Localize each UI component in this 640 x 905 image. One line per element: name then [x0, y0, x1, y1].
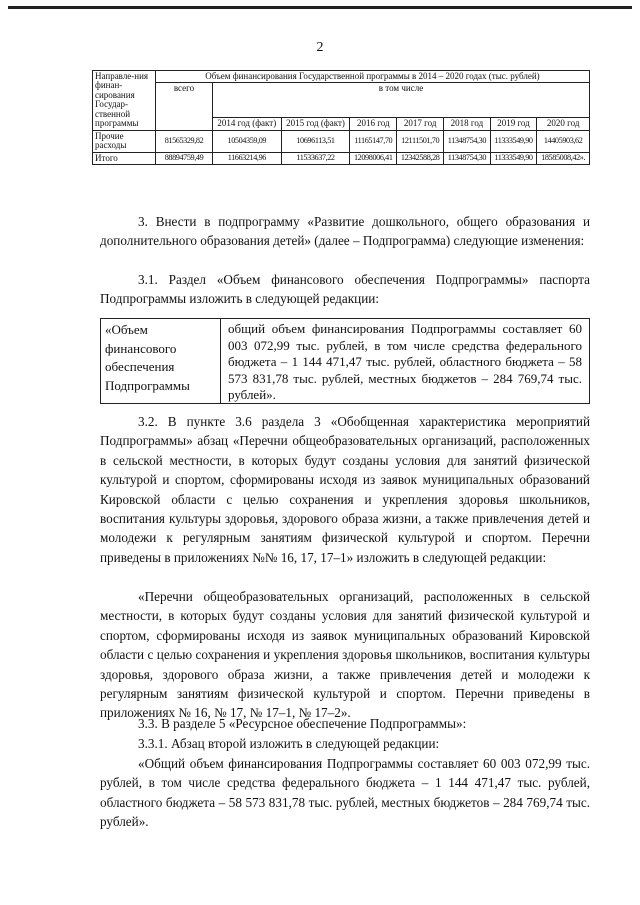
paragraph-3: 3. Внести в подпрограмму «Развитие дошкольного, общего образования и дополнительного образования детей» (далее – Подпрограмма) следующие изменения:: [100, 214, 590, 249]
cell: 12098006,41: [350, 152, 397, 164]
financing-box: [100, 318, 590, 404]
year-header: 2018 год: [444, 118, 491, 130]
row-label: Прочие расходы: [93, 130, 156, 152]
cell: 14405903,62: [537, 130, 590, 152]
page-number: 2: [316, 40, 324, 55]
cell: 11663214,96: [213, 152, 282, 164]
cell: 12111501,70: [397, 130, 444, 152]
row-label: Итого: [93, 152, 156, 164]
header-direction: Направле-ния финан-сирования Государ-ственной программы: [93, 71, 156, 131]
cell: 11348754,30: [444, 152, 491, 164]
year-header: 2020 год: [537, 118, 590, 130]
cell: 88894759,49: [156, 152, 213, 164]
cell: 10504359,09: [213, 130, 282, 152]
year-header: 2016 год: [350, 118, 397, 130]
paragraph-3-2: 3.2. В пункте 3.6 раздела 3 «Обобщенная характеристика мероприятий Подпрограммы» абзац «Перечни общеобразовательных организаций, расположенных в сельской местности, в которых будут созданы условия для занятий физической культурой и спортом, сформированы исходя из заявок муниципальных образований Кировской области с целью сохранения и укрепления здоровья школьников, воспитания культуры здоровья, здорового образа жизни, а также привлечения детей и молодежи к регулярным занятиям физической культурой и спортом. Перечни приведены в приложениях №№ 16, 17, 17–1» изложить в следующей редакции:: [100, 414, 590, 565]
financing-table: [92, 70, 590, 165]
year-header: 2019 год: [490, 118, 537, 130]
cell: 18585008,42».: [537, 152, 590, 164]
cell: 11348754,30: [444, 130, 491, 152]
table-row: [93, 152, 590, 164]
cell: 12342588,28: [397, 152, 444, 164]
cell: 81565329,82: [156, 130, 213, 152]
cell: 11165147,70: [350, 130, 397, 152]
cell: 11333549,90: [490, 130, 537, 152]
paragraph-3-1: 3.1. Раздел «Объем финансового обеспечения Подпрограммы» паспорта Подпрограммы изложить в следующей редакции:: [100, 272, 590, 307]
year-header: 2014 год (факт): [213, 118, 282, 130]
financing-box-label: «Объем финансового обеспечения Подпрограммы: [101, 319, 221, 403]
cell: 11333549,90: [490, 152, 537, 164]
header-including: в том числе: [213, 83, 590, 118]
paragraph-3-3-1: 3.3.1. Абзац второй изложить в следующей редакции:: [138, 736, 440, 751]
year-header: 2015 год (факт): [281, 118, 350, 130]
financing-box-text: общий объем финансирования Подпрограммы составляет 60 003 072,99 тыс. рублей, в том числе средства федерального бюджета – 1 144 471,47 тыс. рублей, областного бюджета – 58 573 831,78 тыс. рублей, местных бюджетов – 284 769,74 тыс. рублей».: [228, 321, 582, 402]
table-row: [93, 130, 590, 152]
paragraph-quote: «Перечни общеобразовательных организаций, расположенных в сельской местности, в которых будут созданы условия для занятий физической культурой и спортом, сформированы исходя из заявок муниципальных образований Кировской области с целью сохранения и укрепления здоровья школьников, воспитания культуры здоровья, здорового образа жизни, а также привлечения детей и молодежи к регулярным занятиям физической культурой и спортом. Перечни приведены в приложениях № 16, № 17, № 17–1, № 17–2».: [100, 589, 590, 721]
paragraph-total: «Общий объем финансирования Подпрограммы составляет 60 003 072,99 тыс. рублей, в том числе средства федерального бюджета – 1 144 471,47 тыс. рублей, областного бюджета – 58 573 831,78 тыс. рублей, местных бюджетов – 284 769,74 тыс. рублей».: [100, 756, 590, 830]
cell: 11533637,22: [281, 152, 350, 164]
scan-top-border: [8, 6, 632, 9]
header-total: всего: [156, 83, 213, 130]
paragraph-3-3: 3.3. В разделе 5 «Ресурсное обеспечение Подпрограммы»:: [138, 716, 467, 731]
cell: 10696113,51: [281, 130, 350, 152]
header-volume: Объем финансирования Государственной программы в 2014 – 2020 годах (тыс. рублей): [156, 71, 590, 83]
year-header: 2017 год: [397, 118, 444, 130]
